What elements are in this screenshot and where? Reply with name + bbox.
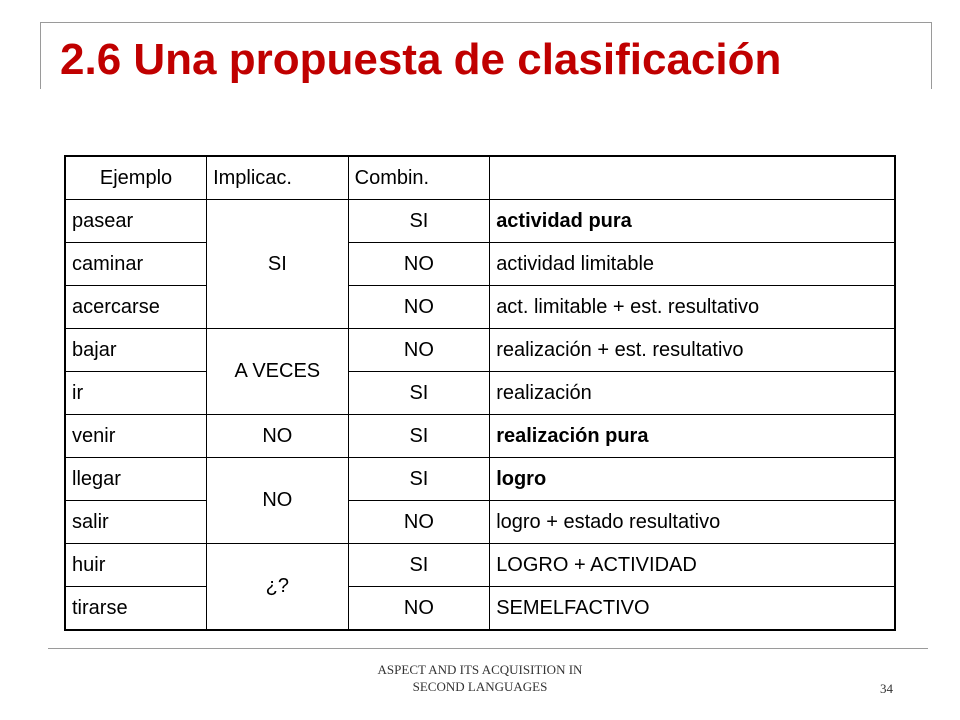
- cell-ejemplo: caminar: [65, 243, 207, 286]
- cell-implicac: SI: [207, 200, 349, 329]
- footer-line-1: ASPECT AND ITS ACQUISITION IN: [377, 662, 583, 677]
- slide-title: 2.6 Una propuesta de clasificación: [60, 35, 782, 84]
- cell-clase: logro: [490, 458, 895, 501]
- cell-combin: NO: [348, 587, 490, 631]
- table-row: [65, 286, 895, 329]
- table-row: [65, 243, 895, 286]
- frame-top-line: [40, 22, 932, 23]
- cell-clase: LOGRO + ACTIVIDAD: [490, 544, 895, 587]
- header-implicac: Implicac.: [207, 156, 349, 200]
- cell-implicac: A VECES: [207, 329, 349, 415]
- frame-right-line: [931, 22, 932, 89]
- footer-line-2: SECOND LANGUAGES: [412, 678, 548, 694]
- table-row: [65, 372, 895, 415]
- classification-table: [64, 155, 896, 631]
- cell-ejemplo: tirarse: [65, 587, 207, 631]
- cell-combin: NO: [348, 243, 490, 286]
- cell-ejemplo: salir: [65, 501, 207, 544]
- cell-combin: SI: [348, 200, 490, 243]
- cell-implicac: NO: [207, 415, 349, 458]
- table-row: [65, 458, 895, 501]
- cell-ejemplo: bajar: [65, 329, 207, 372]
- cell-implicac: ¿?: [207, 544, 349, 631]
- cell-combin: SI: [348, 544, 490, 587]
- table-row: [65, 587, 895, 631]
- cell-clase: SEMELFACTIVO: [490, 587, 895, 631]
- cell-clase: actividad limitable: [490, 243, 895, 286]
- cell-clase: logro + estado resultativo: [490, 501, 895, 544]
- footer-divider: [48, 648, 928, 649]
- cell-combin: SI: [348, 372, 490, 415]
- header-ejemplo: Ejemplo: [65, 156, 207, 200]
- cell-combin: NO: [348, 501, 490, 544]
- cell-combin: NO: [348, 286, 490, 329]
- frame-left-line: [40, 22, 41, 89]
- cell-clase: act. limitable + est. resultativo: [490, 286, 895, 329]
- header-clase: [490, 156, 895, 200]
- table-row: [65, 415, 895, 458]
- cell-clase: actividad pura: [490, 200, 895, 243]
- table-row: [65, 329, 895, 372]
- footer-text: [330, 662, 630, 696]
- cell-ejemplo: venir: [65, 415, 207, 458]
- cell-ejemplo: llegar: [65, 458, 207, 501]
- cell-ejemplo: huir: [65, 544, 207, 587]
- cell-combin: NO: [348, 329, 490, 372]
- header-combin: Combin.: [348, 156, 490, 200]
- cell-ejemplo: ir: [65, 372, 207, 415]
- cell-ejemplo: pasear: [65, 200, 207, 243]
- table-row: [65, 544, 895, 587]
- cell-clase: realización + est. resultativo: [490, 329, 895, 372]
- page-number: 34: [880, 681, 893, 696]
- table-header-row: [65, 156, 895, 200]
- cell-combin: SI: [348, 415, 490, 458]
- cell-ejemplo: acercarse: [65, 286, 207, 329]
- table-row: [65, 501, 895, 544]
- cell-clase: realización: [490, 372, 895, 415]
- cell-combin: SI: [348, 458, 490, 501]
- cell-implicac: NO: [207, 458, 349, 544]
- cell-clase: realización pura: [490, 415, 895, 458]
- table-row: [65, 200, 895, 243]
